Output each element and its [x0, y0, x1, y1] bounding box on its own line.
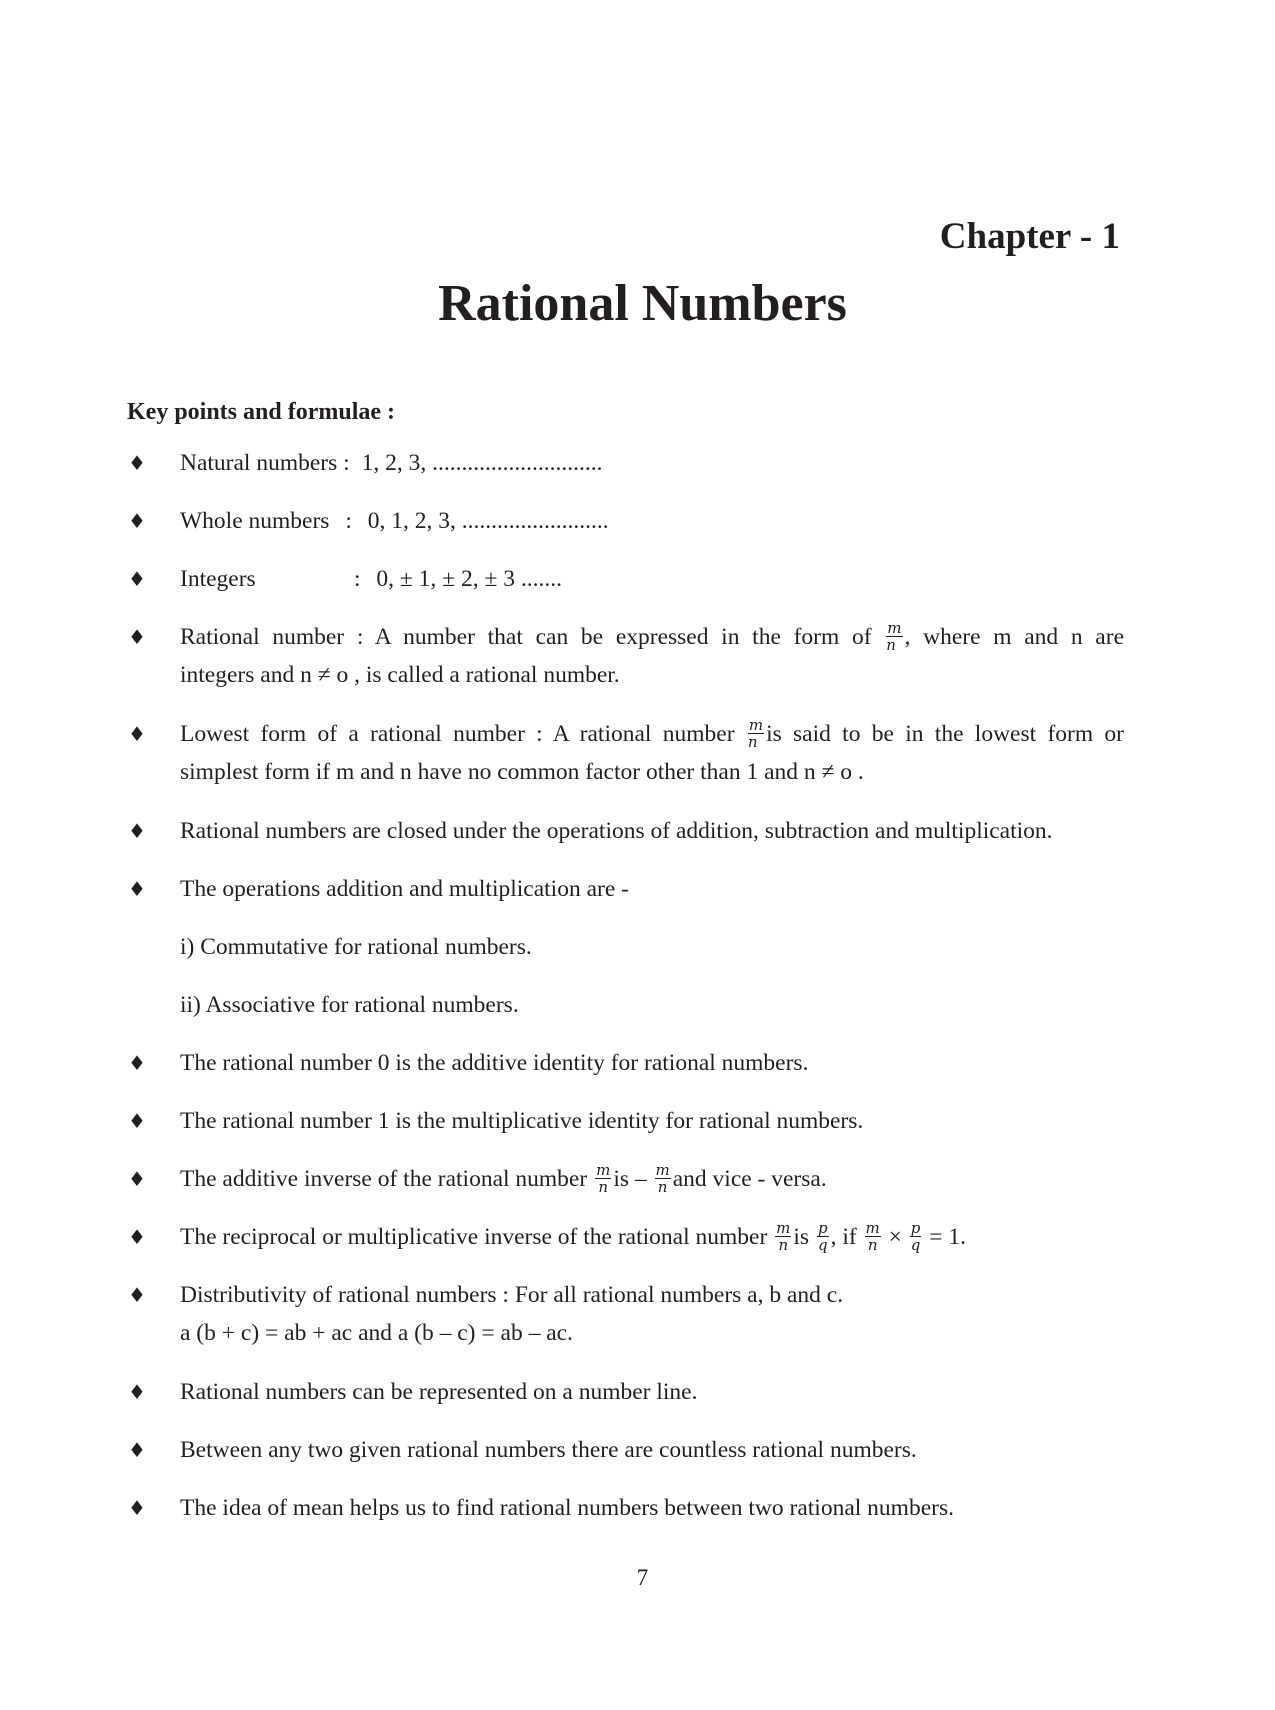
lowest-form-text-line2: simplest form if m and n have no common factor other than 1 and n ≠ o . [180, 759, 864, 785]
closure-text: Rational numbers are closed under the operations of addition, subtraction and multiplication. [180, 818, 1053, 844]
additive-inverse-is: is – [613, 1166, 647, 1192]
item-colon: : [354, 566, 361, 592]
equals-one: = 1. [929, 1224, 967, 1250]
diamond-bullet-icon: ♦ [128, 625, 146, 649]
lowest-form-text: Lowest form of a rational number : A rational number [180, 721, 735, 747]
diamond-bullet-icon: ♦ [128, 1225, 146, 1249]
definition-text: Rational number : A number that can be expressed in the form of [180, 624, 872, 650]
fraction-m-over-n: $\frac{m}{n}$ [865, 1218, 880, 1254]
definition-text-line2: integers and n ≠ o , is called a rational number. [180, 662, 620, 688]
fraction-p-over-q: $\frac{p}{q}$ [817, 1218, 828, 1254]
fraction-m-over-n: $\frac{m}{n}$ [747, 715, 764, 751]
distributivity-formula: a (b + c) = ab + ac and a (b – c) = ab – ac. [180, 1320, 573, 1346]
fraction-m-over-n: $\frac{m}{n}$ [596, 1160, 611, 1196]
operations-text: The operations addition and multiplication are - [180, 876, 629, 902]
diamond-bullet-icon: ♦ [128, 509, 146, 533]
item-label: Whole numbers [180, 508, 330, 534]
distributivity-text: Distributivity of rational numbers : For all rational numbers a, b and c. [180, 1282, 844, 1308]
additive-identity-text: The rational number 0 is the additive identity for rational numbers. [180, 1050, 809, 1076]
fraction-m-over-n: $\frac{m}{n}$ [886, 618, 902, 654]
item-value: 0, 1, 2, 3, ......................... [367, 508, 609, 534]
additive-inverse-end: and vice - versa. [672, 1166, 827, 1192]
reciprocal-if: , if [830, 1224, 857, 1250]
section-heading: Key points and formulae : [127, 399, 396, 425]
fraction-p-over-q: $\frac{p}{q}$ [910, 1218, 921, 1254]
lowest-form-text-cont: is said to be in the lowest form or [766, 721, 1124, 747]
diamond-bullet-icon: ♦ [128, 1109, 146, 1133]
diamond-bullet-icon: ♦ [128, 451, 146, 475]
number-line-text: Rational numbers can be represented on a number line. [180, 1379, 698, 1405]
diamond-bullet-icon: ♦ [128, 1496, 146, 1520]
reciprocal-text: The reciprocal or multiplicative inverse of the rational number [180, 1224, 768, 1250]
countless-text: Between any two given rational numbers there are countless rational numbers. [180, 1437, 917, 1463]
commutative-text: i) Commutative for rational numbers. [180, 934, 532, 960]
diamond-bullet-icon: ♦ [128, 877, 146, 901]
chapter-label: Chapter - 1 [939, 216, 1120, 257]
fraction-m-over-n: $\frac{m}{n}$ [776, 1218, 791, 1254]
diamond-bullet-icon: ♦ [128, 722, 146, 746]
item-label: Integers [180, 566, 256, 592]
diamond-bullet-icon: ♦ [128, 819, 146, 843]
additive-inverse-text: The additive inverse of the rational number [180, 1166, 588, 1192]
chapter-title: Rational Numbers [438, 275, 847, 332]
associative-text: ii) Associative for rational numbers. [180, 992, 519, 1018]
diamond-bullet-icon: ♦ [128, 567, 146, 591]
mean-text: The idea of mean helps us to find rational numbers between two rational numbers. [180, 1495, 954, 1521]
multiplicative-identity-text: The rational number 1 is the multiplicative identity for rational numbers. [180, 1108, 864, 1134]
item-label: Natural numbers : [180, 450, 350, 476]
diamond-bullet-icon: ♦ [128, 1438, 146, 1462]
diamond-bullet-icon: ♦ [128, 1051, 146, 1075]
definition-text-cont: , where m and n are [904, 624, 1124, 650]
fraction-m-over-n: $\frac{m}{n}$ [655, 1160, 670, 1196]
item-value: 0, ± 1, ± 2, ± 3 ....... [376, 566, 562, 592]
diamond-bullet-icon: ♦ [128, 1283, 146, 1307]
times-sign: × [888, 1224, 902, 1250]
item-colon: : [345, 508, 352, 534]
diamond-bullet-icon: ♦ [128, 1167, 146, 1191]
reciprocal-is: is [793, 1224, 810, 1250]
page-number: 7 [636, 1565, 649, 1590]
item-value: 1, 2, 3, ............................. [361, 450, 603, 476]
diamond-bullet-icon: ♦ [128, 1380, 146, 1404]
